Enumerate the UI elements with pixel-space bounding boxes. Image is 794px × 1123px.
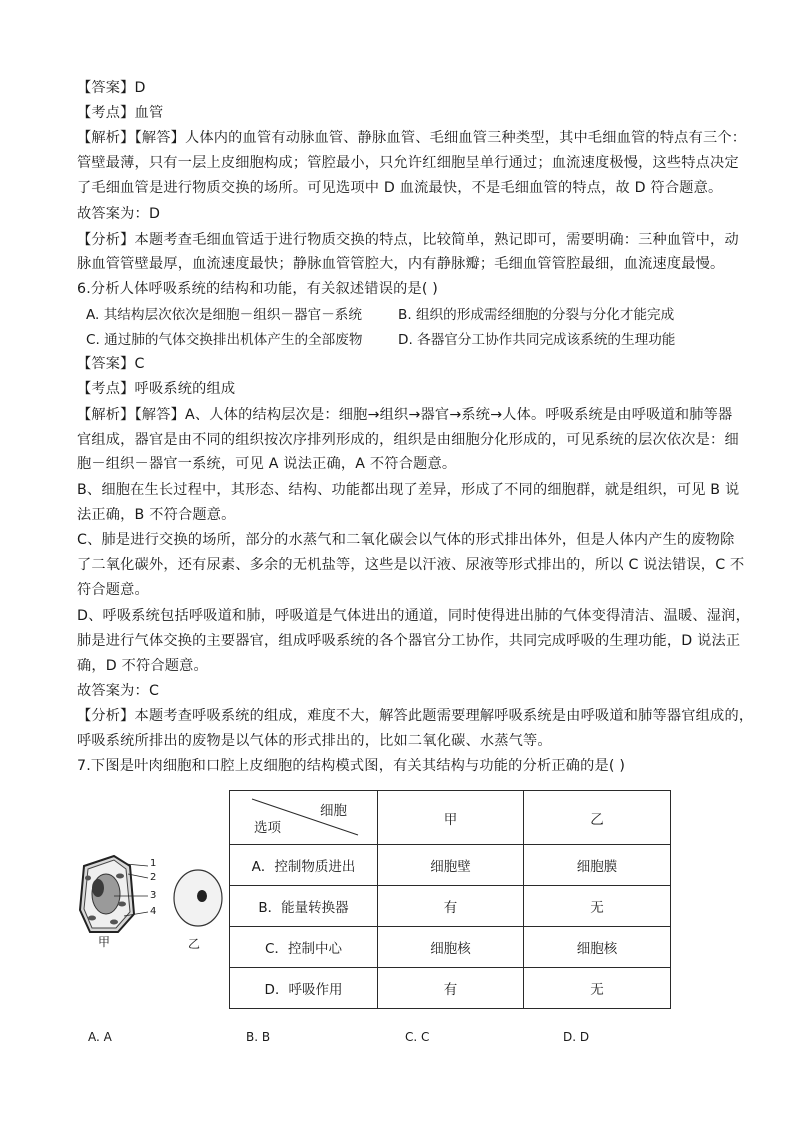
q6-kaodian: 【考点】呼吸系统的组成 — [77, 381, 236, 397]
q6-b-line1: B、细胞在生长过程中，其形态、结构、功能都出现了差异，形成了不同的细胞群，就是组织，可见 B 说 — [77, 482, 740, 498]
q6-jiexi-line2: 官组成，器官是由不同的组织按次序排列形成的，组织是由细胞分化形成的，可见系统的层次依次是：细 — [77, 432, 739, 448]
q6-b-line2: 法正确，B 不符合题意。 — [77, 507, 236, 523]
q5-kaodian: 【考点】血管 — [77, 105, 164, 121]
row-value-jia: 有 — [378, 968, 524, 1009]
q7-option-d: D. D — [563, 1030, 590, 1044]
q6-option-c: C. 通过肺的气体交换排出机体产生的全部废物 — [86, 332, 363, 348]
diagonal-line — [230, 791, 378, 845]
table-row — [230, 886, 671, 927]
q7-option-a: A. A — [88, 1030, 112, 1044]
table-row — [230, 927, 671, 968]
row-value-jia: 细胞核 — [378, 927, 524, 968]
q5-answer: 【答案】D — [77, 80, 146, 96]
diagonal-header-cell — [230, 791, 378, 845]
chloroplast — [116, 874, 124, 879]
header-jia: 甲 — [378, 791, 524, 845]
row-value-yi: 细胞膜 — [524, 845, 671, 886]
q6-d-line3: 确，D 不符合题意。 — [77, 658, 208, 674]
table-row — [230, 968, 671, 1009]
q6-fenxi-line1: 【分析】本题考查呼吸系统的组成，难度不大，解答此题需要理解呼吸系统是由呼吸道和肺等器官组成的， — [77, 708, 754, 724]
chloroplast — [88, 916, 96, 921]
q6-c-line3: 符合题意。 — [77, 582, 149, 598]
q7-stem: 7.下图是叶肉细胞和口腔上皮细胞的结构模式图，有关其结构与功能的分析正确的是( ) — [77, 758, 626, 774]
q7-option-c: C. C — [405, 1030, 430, 1044]
q6-d-line2: 肺是进行气体交换的主要器官，组成呼吸系统的各个器官分工协作，共同完成呼吸的生理功能，D 说法正 — [77, 633, 741, 649]
row-value-yi: 无 — [524, 968, 671, 1009]
q6-c-line2: 了二氧化碳外，还有尿素、多余的无机盐等，这些是以汗液、尿液等形式排出的，所以 C 说法错误，C 不 — [77, 557, 745, 573]
row-value-jia: 有 — [378, 886, 524, 927]
marker-3: 3 — [150, 890, 157, 901]
q5-fenxi-line1: 【分析】本题考查毛细血管适于进行物质交换的特点，比较简单，熟记即可，需要明确：三种血管中，动 — [77, 232, 739, 248]
row-value-yi: 无 — [524, 886, 671, 927]
row-value-yi: 细胞核 — [524, 927, 671, 968]
q5-jiexi-line1: 【解析】【解答】人体内的血管有动脉血管、静脉血管、毛细血管三种类型，其中毛细血管的特点有三个： — [77, 130, 747, 146]
row-label: B．能量转换器 — [230, 886, 378, 927]
header-option-label: 选项 — [254, 820, 281, 836]
row-label: D．呼吸作用 — [230, 968, 378, 1009]
q6-stem: 6.分析人体呼吸系统的结构和功能，有关叙述错误的是( ) — [77, 281, 439, 297]
q6-jiexi-line3: 胞－组织－器官一系统，可见 A 说法正确，A 不符合题意。 — [77, 456, 457, 472]
q7-options-table — [229, 790, 671, 1009]
figure-label-jia: 甲 — [98, 935, 111, 949]
q6-option-a: A. 其结构层次依次是细胞－组织－器官－系统 — [86, 307, 362, 323]
chloroplast — [110, 920, 118, 925]
cell-diagram — [74, 852, 224, 952]
chloroplast — [85, 876, 91, 881]
q6-answer: 【答案】C — [77, 356, 145, 372]
q6-jiexi-line1: 【解析】【解答】A、人体的结构层次是：细胞→组织→器官→系统→人体。呼吸系统是由呼吸道和肺等器 — [77, 407, 733, 423]
q7-option-b: B. B — [246, 1030, 271, 1044]
q5-final-answer: 故答案为：D — [77, 206, 161, 222]
animal-nucleus — [197, 890, 207, 902]
row-label: A．控制物质进出 — [230, 845, 378, 886]
plant-nucleus — [92, 879, 104, 897]
row-value-jia: 细胞壁 — [378, 845, 524, 886]
marker-2: 2 — [150, 872, 157, 883]
figure-label-yi: 乙 — [188, 937, 201, 951]
row-label: C．控制中心 — [230, 927, 378, 968]
q6-option-d: D. 各器官分工协作共同完成该系统的生理功能 — [398, 332, 676, 348]
marker-4: 4 — [150, 906, 157, 917]
cell-structure-figure — [74, 852, 224, 952]
chloroplast — [118, 902, 126, 907]
q6-fenxi-line2: 呼吸系统所排出的废物是以气体的形式排出的，比如二氧化碳、水蒸气等。 — [77, 733, 552, 749]
q6-option-b: B. 组织的形成需经细胞的分裂与分化才能完成 — [398, 307, 675, 323]
header-yi: 乙 — [524, 791, 671, 845]
q5-fenxi-line2: 脉血管管壁最厚，血流速度最快；静脉血管管腔大，内有静脉瓣；毛细血管管腔最细，血流速度最慢。 — [77, 256, 725, 272]
q6-final-answer: 故答案为：C — [77, 683, 160, 699]
q6-c-line1: C、肺是进行交换的场所，部分的水蒸气和二氧化碳会以气体的形式排出体外，但是人体内产生的废物除 — [77, 532, 735, 548]
table-header-row — [230, 791, 671, 845]
table-row — [230, 845, 671, 886]
marker-1: 1 — [150, 858, 157, 869]
header-cell-label: 细胞 — [320, 803, 347, 819]
q5-jiexi-line3: 了毛细血管是进行物质交换的场所。可见选项中 D 血流最快，不是毛细血管的特点，故 D 符合题意。 — [77, 180, 723, 196]
q6-d-line1: D、呼吸系统包括呼吸道和肺，呼吸道是气体进出的通道，同时使得进出肺的气体变得清洁、温暖、湿润， — [77, 608, 750, 624]
q5-jiexi-line2: 管壁最薄，只有一层上皮细胞构成；管腔最小，只允许红细胞呈单行通过；血流速度极慢，这些特点决定 — [77, 155, 739, 171]
